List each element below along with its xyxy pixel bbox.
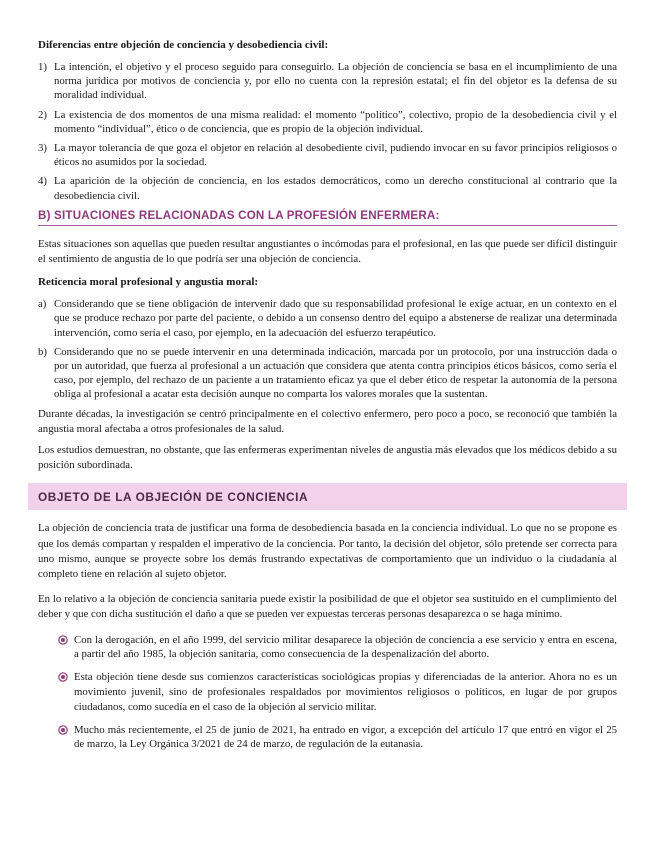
objeto-section-heading: OBJETO DE LA OBJECIÓN DE CONCIENCIA xyxy=(28,483,627,510)
list-item xyxy=(38,141,617,169)
list-item xyxy=(38,60,617,103)
paragraph: En lo relativo a la objeción de conciencia sanitaria puede existir la posibilidad de que el objetor sea sustituido en el cumplimiento del deber y que con dicha sustitución el daño a que se pueden ver expuestas terceras personas desaparezca o se haga mínimo. xyxy=(38,593,617,621)
list-marker: 2) xyxy=(38,108,47,121)
list-item-text: Esta objeción tiene desde sus comienzos características sociológicas propias y diferenciadas de la anterior. Ahora no es un movimiento juvenil, sino de profesionales respaldados por movimientos religiosos o políticos, en lugar de por grupos ciudadanos, como sucedía en el caso de la objeción al servicio militar. xyxy=(74,671,617,713)
circle-bullet-icon xyxy=(58,672,68,682)
section-b-intro: Estas situaciones son aquellas que pueden resultar angustiantes o incómodas para el profesional, en las que puede ser difícil distinguir el sentimiento de angustia de lo que podría ser una objeción de conciencia. xyxy=(38,237,617,266)
list-item-text: La aparición de la objeción de conciencia, en los estados democráticos, como un derecho constitucional al contrario que la desobediencia civil. xyxy=(54,175,617,202)
differences-heading: Diferencias entre objeción de conciencia y desobediencia civil: xyxy=(38,39,329,51)
list-marker: 3) xyxy=(38,142,47,155)
list-item xyxy=(38,108,617,136)
list-item xyxy=(38,633,617,663)
paragraph: Los estudios demuestran, no obstante, que las enfermeras experimentan niveles de angustia más elevados que los médicos debido a su posición subordinada. xyxy=(38,444,617,472)
circle-bullet-icon xyxy=(58,635,68,645)
paragraph: La objeción de conciencia trata de justificar una forma de desobediencia basada en la conciencia individual. Lo que no se propone es que los demás compartan y respalden el imperativo de la conciencia. Por tanto, la decisión del objetor, sólo pretende ser correcta para uno mismo, aunque se proyecte sobre los demás frustrando expectativas de comportamiento que un individuo o la ciudadanía al completo tiene en relación al sujeto objetor. xyxy=(38,522,617,581)
list-item-text: Mucho más recientemente, el 25 de junio de 2021, ha entrado en vigor, a excepción del artículo 17 que entró en vigor el 25 de marzo, la Ley Orgánica 3/2021 de 24 de marzo, de regulación de la eutanasia. xyxy=(74,723,617,751)
section-b-heading: B) SITUACIONES RELACIONADAS CON LA PROFESIÓN ENFERMERA: xyxy=(38,209,617,226)
list-marker: 4) xyxy=(38,175,47,188)
reticence-list xyxy=(38,297,617,401)
list-item-text: Con la derogación, en el año 1999, del servicio militar desaparece la objeción de conciencia a ese servicio y entra en escena, a partir del año 1985, la objeción sanitaria, como consecuencia de la despenalización del aborto. xyxy=(74,633,617,661)
list-item-text: Considerando que se tiene obligación de intervenir dado que su responsabilidad profesional le exige actuar, en un contexto en el que se produce rechazo por parte del paciente, o debido a un consenso dentro del equipo a abstenerse de realizar una determinada intervención, como sería el caso, por ejemplo, en la adecuación del esfuerzo terapéutico. xyxy=(54,298,617,339)
list-item-text: La mayor tolerancia de que goza el objetor en relación al desobediente civil, pudiendo invocar en su favor principios religiosos o éticos no asumidos por la sociedad. xyxy=(54,142,617,169)
list-item xyxy=(38,297,617,340)
circle-bullet-icon xyxy=(58,725,68,735)
list-marker: 1) xyxy=(38,61,47,73)
list-marker: b) xyxy=(38,345,47,358)
list-item xyxy=(38,174,617,202)
list-item-text: La intención, el objetivo y el proceso seguido para conseguirlo. La objeción de conciencia se basa en el incumplimiento de una norma jurídica por motivos de conciencia y, por ello no cuenta con la represión estatal; el fin del objetor es la defensa de su moralidad individual. xyxy=(54,61,617,102)
list-item xyxy=(38,345,617,402)
list-marker: a) xyxy=(38,298,47,311)
list-item-text: Considerando que no se puede intervenir en una determinada indicación, marcada por un protocolo, por una instrucción dada o por un autoridad, que fuerza al profesional a un actuación que considera que atenta contra principios éticos básicos, como sería el caso, por ejemplo, del rechazo de un paciente a un tratamiento eficaz ya que el deber ético de respetar la autonomía de la persona obliga al profesional a acatar esta decisión aunque no comparta los valores morales que la sustentan. xyxy=(54,345,617,401)
list-item-text: La existencia de dos momentos de una misma realidad: el momento “político”, colectivo, propio de la desobediencia civil y el momento “individual”, ético o de conciencia, que es propio de la objeción individual. xyxy=(54,108,617,135)
objeto-bullet-list xyxy=(38,633,617,753)
list-item xyxy=(38,723,617,753)
differences-list xyxy=(38,60,617,203)
paragraph: Durante décadas, la investigación se centró principalmente en el colectivo enfermero, pero poco a poco, se reconoció que también la angustia moral afectaba a otros profesionales de la salud. xyxy=(38,407,617,435)
list-item xyxy=(38,670,617,714)
reticence-subheading: Reticencia moral profesional y angustia moral: xyxy=(38,276,259,289)
